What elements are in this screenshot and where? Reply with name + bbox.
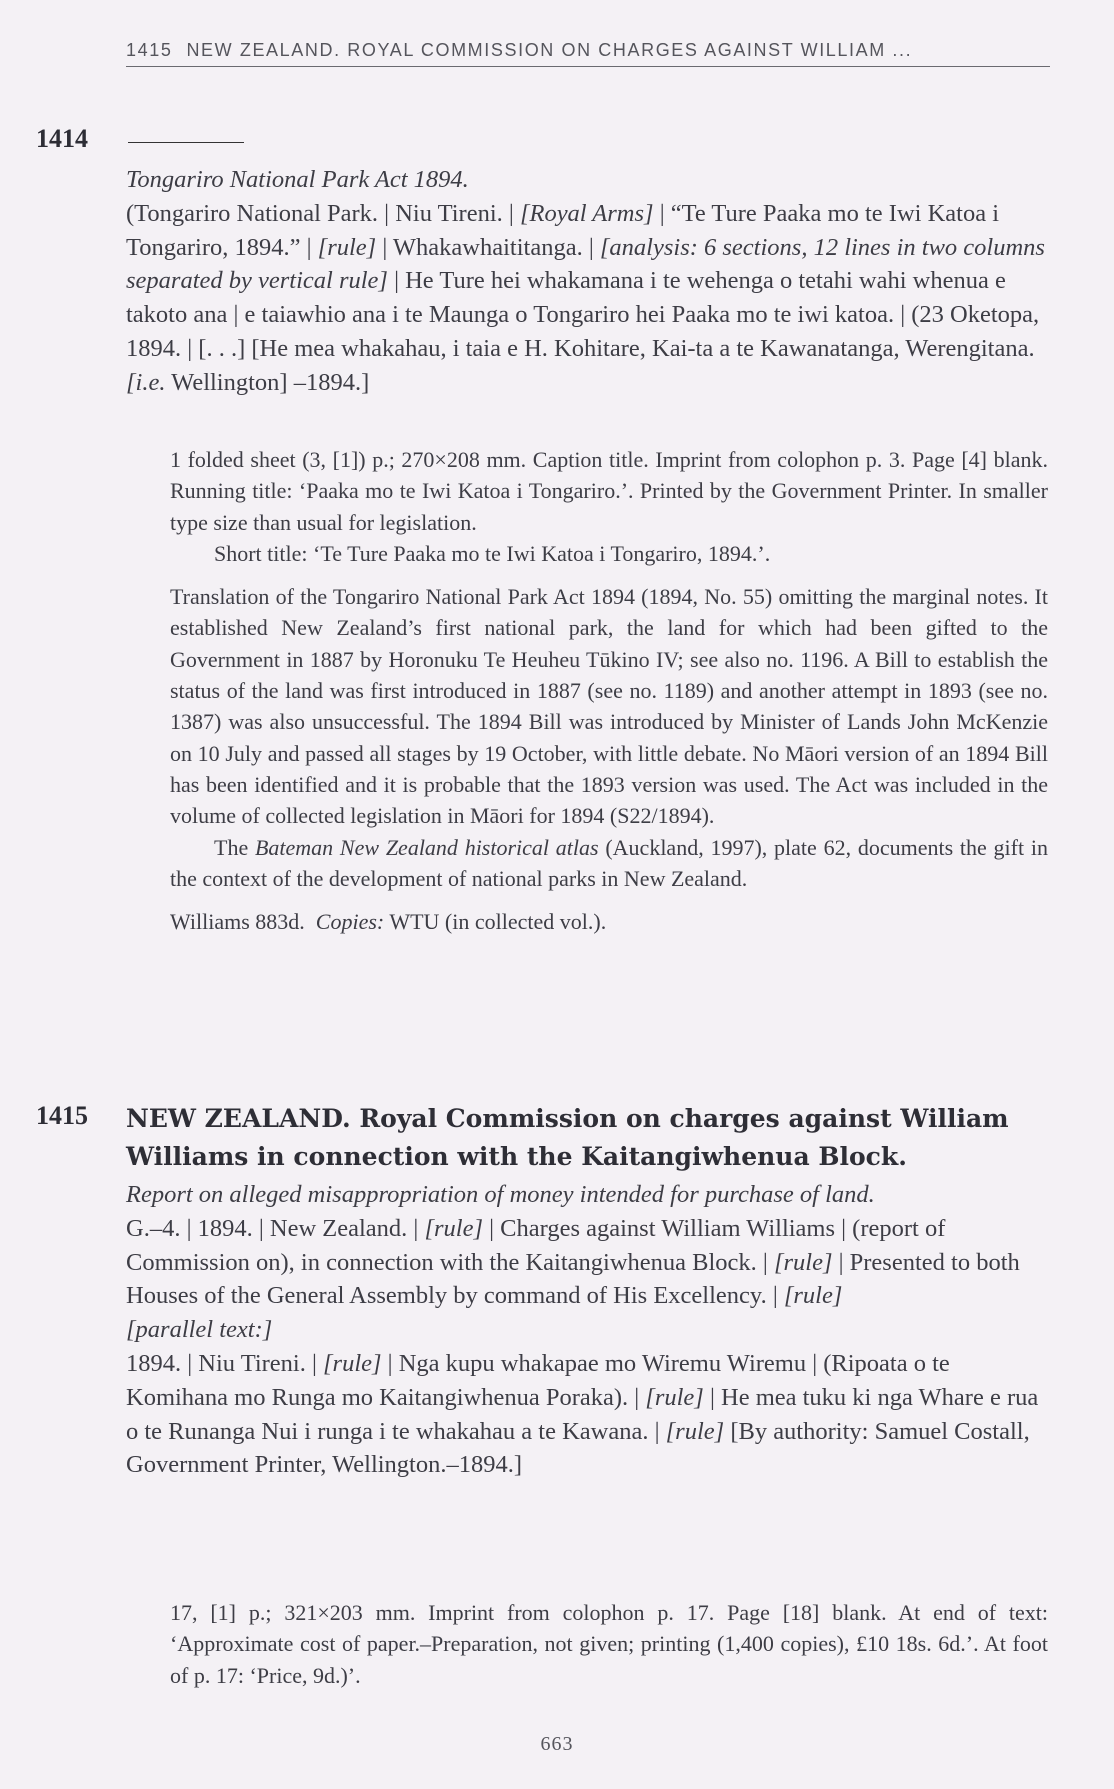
text-run: | Whakawhaititanga. | <box>376 233 600 261</box>
text-run: [analysis: 6 sections, 12 lines in two columns separated by vertical rule] <box>126 233 1045 295</box>
entry-1414-translation-note: Translation of the Tongariro National Park Act 1894 (1894, No. 55) omitting the marginal notes. It established New Zealand’s first national park, the land for which had been gifted to the Government in 1887 by Horonuku Te Heuheu Tūkino IV; see also no. 1196. A Bill to establish the status of the land was first introduced in 1887 (see no. 1189) and another attempt in 1893 (see no. 1387) was also unsuccessful. The 1894 Bill was introduced by Minister of Lands John McKenzie on 10 July and passed all stages by 19 October, with little debate. No Māori version of an 1894 Bill has been identified and it is probable that the 1893 version was used. The Act was included in the volume of collected legislation in Māori for 1894 (S22/1894). <box>170 584 1048 829</box>
text-run: | Presented to both Houses of the General Assembly by command of His Excellency. | <box>126 1248 1020 1310</box>
parallel-text-label: [parallel text:] <box>126 1316 273 1344</box>
copies-value: WTU (in collected vol.). <box>384 909 607 935</box>
atlas-note-rest: (Auckland, 1997), plate 62, documents the gift in the context of the development of national parks in New Zealand. <box>170 834 1048 891</box>
text-run: [rule] <box>665 1417 725 1445</box>
entry-1415-transcription-english <box>126 1212 1056 1313</box>
entry-1414-short-title: Short title: ‘Te Ture Paaka mo te Iwi Katoa i Tongariro, 1894.’. <box>214 540 771 566</box>
text-run: | Charges against William Williams | (report of Commission on), in connection with the Kaitangiwhenua Block. | <box>126 1214 946 1276</box>
entry-number-1415: 1415 <box>36 1101 88 1130</box>
entry-1414-notes <box>170 444 1048 937</box>
running-head-number: 1415 <box>126 40 173 60</box>
entry-1415-heading: NEW ZEALAND. Royal Commission on charges against William Williams in connection with the Kaitangiwhenua Block. <box>126 1104 1009 1171</box>
text-run: [Royal Arms] <box>519 199 654 227</box>
entry-1415-title: Report on alleged misappropriation of money intended for purchase of land. <box>126 1181 875 1208</box>
entry-1415-physical: 17, [1] p.; 321×203 mm. Imprint from colophon p. 17. Page [18] blank. At end of text: ‘Approximate cost of paper.–Preparation, not given; printing (1,400 copies), £10 18s. 6d.’. At foot of p. 17: ‘Price, 9d.)’. <box>170 1600 1048 1688</box>
title-dash-rule <box>128 142 244 143</box>
text-run: [rule] <box>323 1349 382 1377</box>
running-head-text: NEW ZEALAND. ROYAL COMMISSION ON CHARGES AGAINST WILLIAM ... <box>186 40 913 60</box>
copies-label: Copies: <box>315 909 385 935</box>
text-run: Wellington] –1894.] <box>165 368 370 396</box>
text-run: | “Te Ture Paaka mo te Iwi Katoa i Tongariro, 1894.” | <box>126 199 1000 261</box>
atlas-note-work: Bateman New Zealand historical atlas <box>254 834 599 860</box>
text-run: | He mea tuku ki nga Whare e rua o te Runanga Nui i runga i te whakahau a te Kawana. | <box>126 1383 1039 1445</box>
text-run: [rule] <box>783 1282 843 1310</box>
text-run: [i.e. <box>126 368 166 396</box>
text-run: [rule] <box>773 1248 833 1276</box>
text-run: [rule] <box>424 1214 483 1242</box>
text-run: | He Ture hei whakamana i te wehenga o tetahi wahi whenua e takoto ana | e taiawhio ana i te Maunga o Tongariro hei Paaka mo te iwi katoa. | (23 Oketopa, 1894. | [. . .] [He mea whakahau, i taia e H. Kohitare, Kai-ta a te Kawanatanga, Werengitana. <box>126 267 1040 362</box>
text-run: (Tongariro National Park. | Niu Tireni. | <box>126 199 520 227</box>
entry-1414-title: Tongariro National Park Act 1894. <box>126 166 469 193</box>
text-run: [rule] <box>317 233 377 261</box>
entry-1415-notes <box>170 1597 1048 1691</box>
entry-1414-references <box>170 906 1048 937</box>
text-run: 1894. | Niu Tireni. | <box>126 1349 323 1377</box>
entry-1414-transcription <box>126 197 1056 400</box>
entry-1415-description <box>126 1178 1056 1482</box>
entry-1415-transcription-maori <box>126 1347 1056 1482</box>
atlas-note-lead: The <box>214 834 255 860</box>
text-run: [rule] <box>645 1383 704 1411</box>
running-head <box>126 40 1050 67</box>
entry-number-1414: 1414 <box>36 124 88 153</box>
entry-1414-physical: 1 folded sheet (3, [1]) p.; 270×208 mm. Caption title. Imprint from colophon p. 3. Page [4] blank. Running title: ‘Paaka mo te Iwi Katoa i Tongariro.’. Printed by the Government Printer. In smaller type size than usual for legislation. <box>170 447 1048 535</box>
page-number: 663 <box>540 1733 574 1755</box>
entry-1414-atlas-note <box>170 832 1048 895</box>
entry-1414-description <box>126 163 1056 400</box>
text-run: | Nga kupu whakapae mo Wiremu Wiremu | (Ripoata o te Komihana mo Runga mo Kaitangiwhenua Poraka). | <box>126 1349 950 1411</box>
text-run: [By authority: Samuel Costall, Government Printer, Wellington.–1894.] <box>126 1417 1030 1479</box>
williams-ref: Williams 883d. <box>170 909 305 935</box>
text-run: G.–4. | 1894. | New Zealand. | <box>126 1214 425 1242</box>
